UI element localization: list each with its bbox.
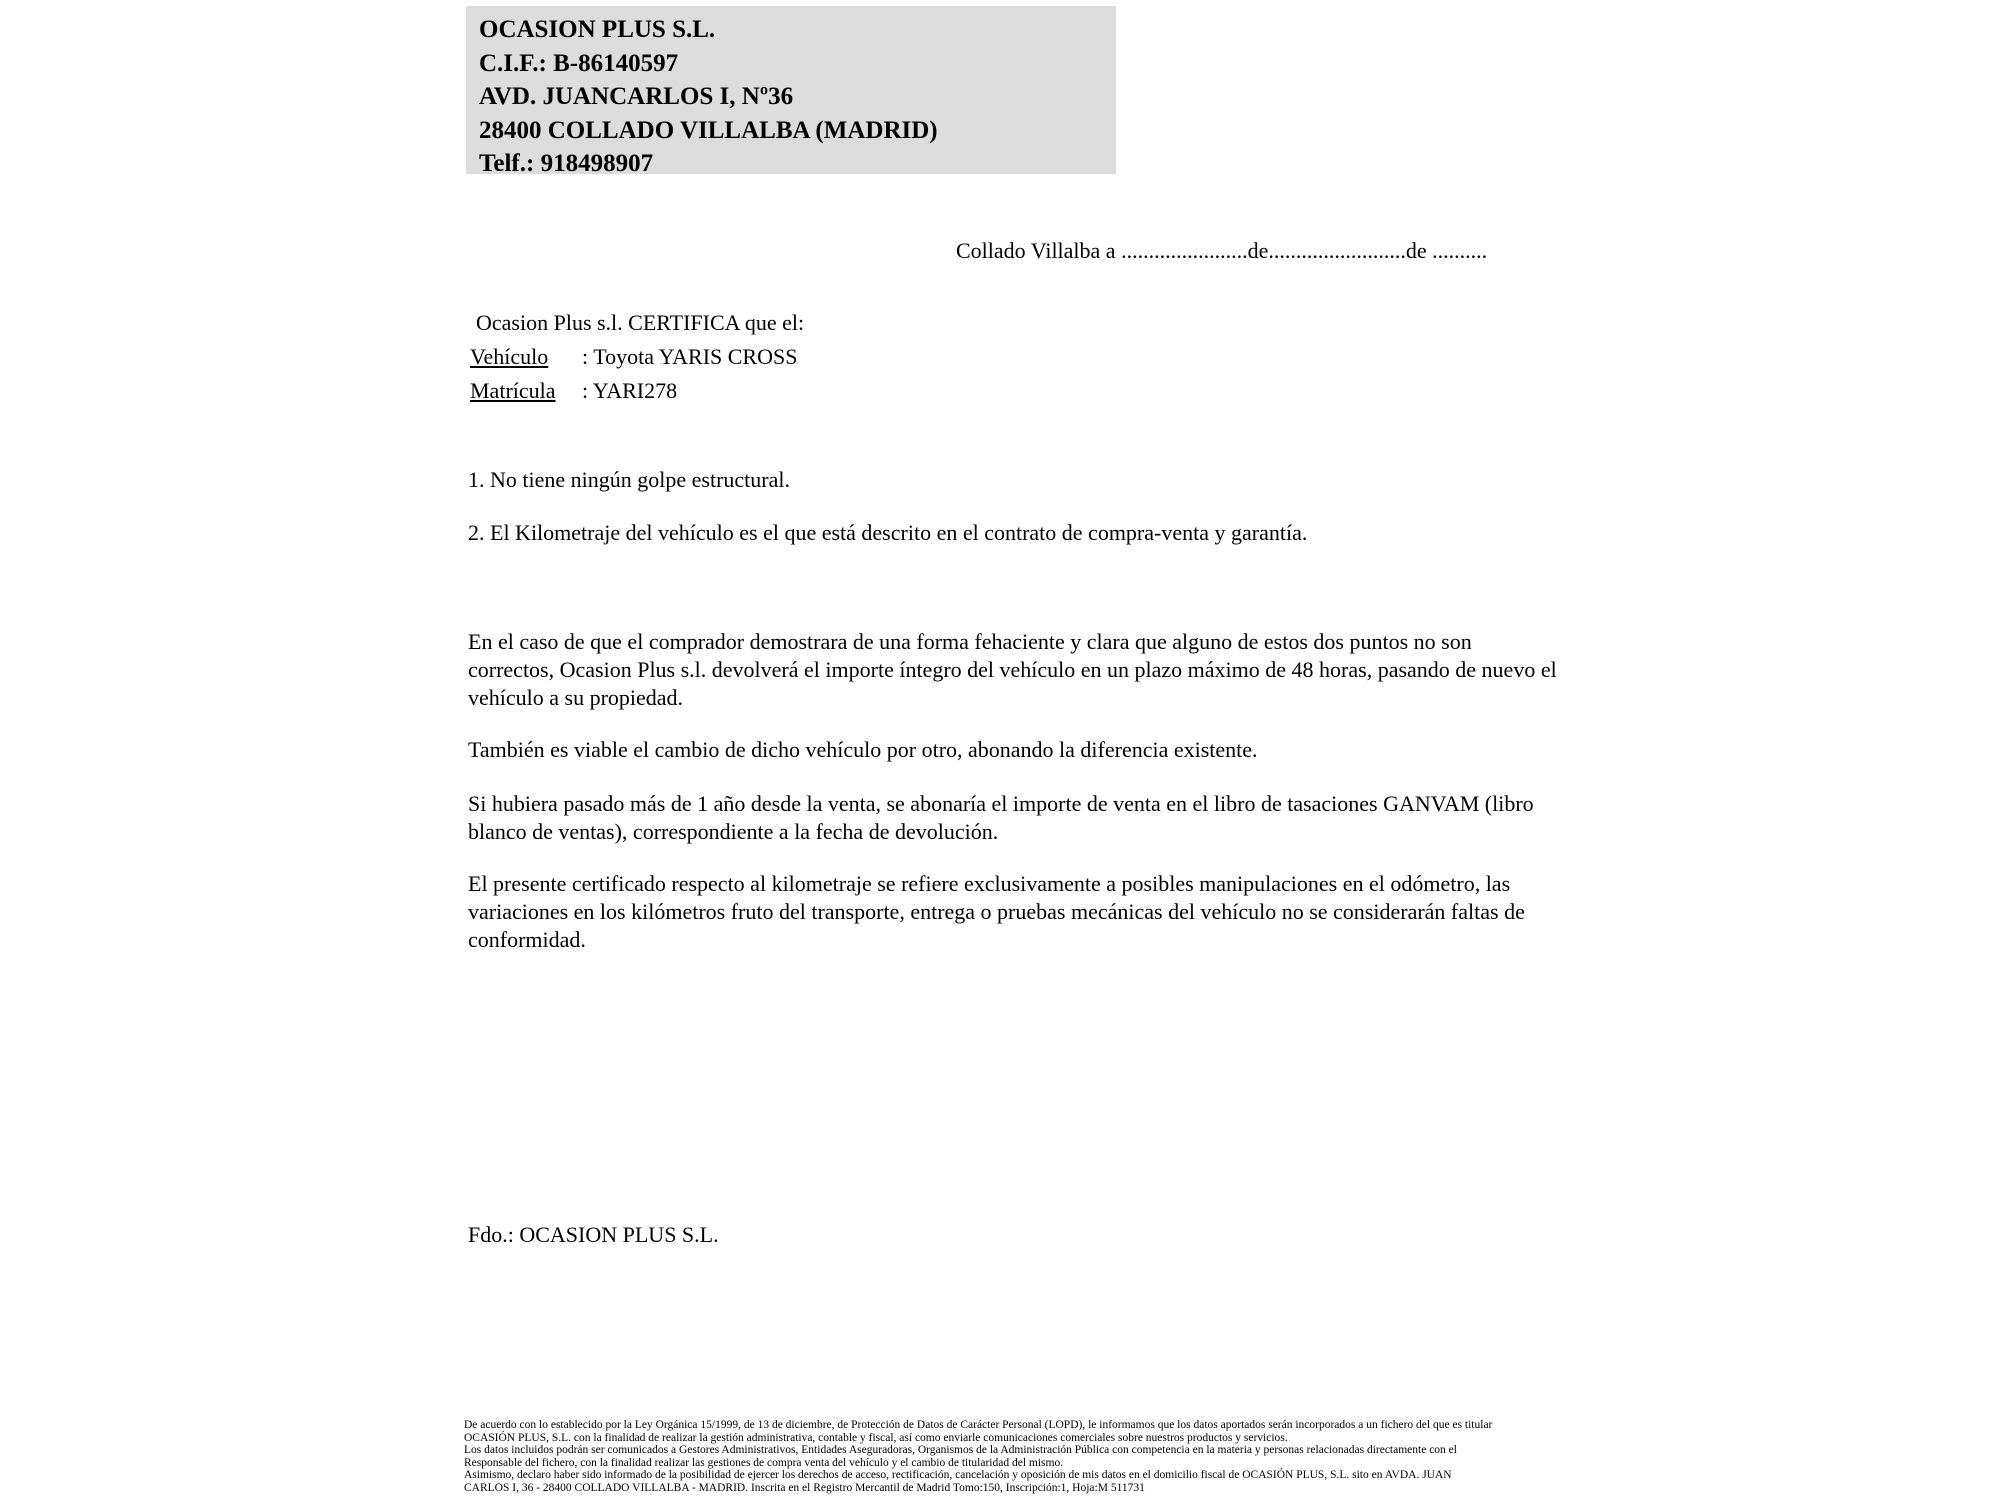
exchange-clause-paragraph: También es viable el cambio de dicho vehículo por otro, abonando la diferencia existente. <box>468 737 1258 762</box>
certified-point-2: 2. El Kilometraje del vehículo es el que está descrito en el contrato de compra-venta y garantía. <box>468 520 1308 545</box>
plate-value: : YARI278 <box>582 378 678 403</box>
vehicle-row <box>470 340 804 374</box>
company-city: 28400 COLLADO VILLALBA (MADRID) <box>479 116 938 144</box>
legal-footer-line: CARLOS I, 36 - 28400 COLLADO VILLALBA - MADRID. Inscrita en el Registro Mercantil de Madrid Tomo:150, Inscripción:1, Hoja:M 511731 <box>464 1481 1145 1494</box>
date-fill-in-line: Collado Villalba a .......................de.........................de .......... <box>956 238 1488 263</box>
legal-footer-line: OCASIÓN PLUS, S.L. con la finalidad de realizar la gestión administrativa, contable y fiscal, así como enviarle comunicaciones comerciales sobre nuestros productos y servicios. <box>464 1431 1288 1444</box>
certification-block <box>470 306 804 408</box>
legal-footer <box>464 1419 1492 1494</box>
legal-footer-line: De acuerdo con lo establecido por la Ley Orgánica 15/1999, de 13 de diciembre, de Protección de Datos de Carácter Personal (LOPD), le informamos que los datos aportados serán incorporados a un fichero del que es titular <box>464 1419 1493 1431</box>
plate-row <box>470 374 804 408</box>
company-phone: Telf.: 918498907 <box>479 150 654 177</box>
plate-label: Matrícula <box>470 378 556 403</box>
legal-footer-line: Los datos incluidos podrán ser comunicados a Gestores Administrativos, Entidades Aseguradoras, Organismos de la Administración Pública con competencia en la materia y personas relacionadas directamente con el <box>464 1444 1457 1456</box>
refund-clause-paragraph: En el caso de que el comprador demostrara de una forma fehaciente y clara que alguno de estos dos puntos no son correctos, Ocasion Plus s.l. devolverá el importe íntegro del vehículo en un plazo máximo de 48 horas, pasando de nuevo el vehículo a su propiedad. <box>468 629 1557 710</box>
certified-point-1: 1. No tiene ningún golpe estructural. <box>468 467 790 492</box>
legal-footer-line: Responsable del fichero, con la finalidad realizar las gestiones de compra venta del vehículo y el cambio de titularidad del mismo. <box>464 1456 1064 1469</box>
vehicle-value: : Toyota YARIS CROSS <box>582 344 798 369</box>
company-cif: C.I.F.: B-86140597 <box>479 49 679 77</box>
company-address: AVD. JUANCARLOS I, Nº36 <box>479 83 794 110</box>
company-letterhead-block <box>466 6 1116 177</box>
company-name: OCASION PLUS S.L. <box>479 16 716 43</box>
vehicle-label: Vehículo <box>470 344 549 369</box>
odometer-clause-paragraph: El presente certificado respecto al kilometraje se refiere exclusivamente a posibles manipulaciones en el odómetro, las variaciones en los kilómetros fruto del transporte, entrega o pruebas mecánicas del vehículo no se considerarán faltas de conformidad. <box>468 871 1525 952</box>
signature-line: Fdo.: OCASION PLUS S.L. <box>468 1222 719 1247</box>
certify-intro: Ocasion Plus s.l. CERTIFICA que el: <box>476 310 805 335</box>
ganvam-clause-paragraph: Si hubiera pasado más de 1 año desde la venta, se abonaría el importe de venta en el libro de tasaciones GANVAM (libro blanco de ventas), correspondiente a la fecha de devolución. <box>468 791 1534 844</box>
legal-footer-line: Asimismo, declaro haber sido informado de la posibilidad de ejercer los derechos de acceso, rectificación, cancelación y oposición de mis datos en el domicilio fiscal de OCASIÓN PLUS, S.L. sito en AVDA. JUAN <box>464 1469 1452 1481</box>
